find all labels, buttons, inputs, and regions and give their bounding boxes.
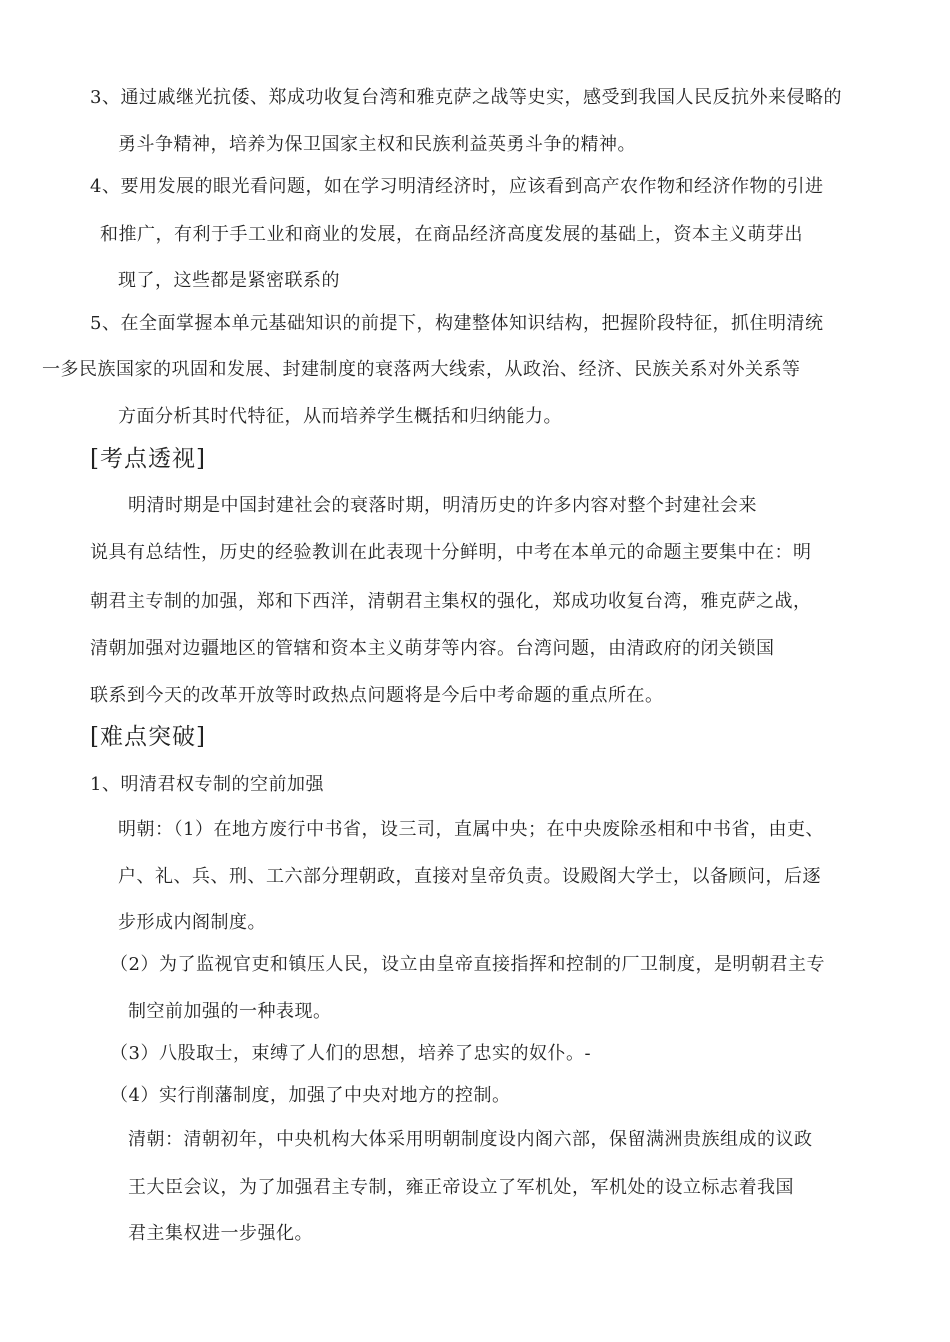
objective-4-line-1: 4、要用发展的眼光看问题，如在学习明清经济时，应该看到高产农作物和经济作物的引进 <box>90 176 824 197</box>
ming-item-4: （4）实行削藩制度，加强了中央对地方的控制。 <box>110 1085 511 1106</box>
objective-3-line-2: 勇斗争精神，培养为保卫国家主权和民族利益英勇斗争的精神。 <box>118 134 636 155</box>
section-heading-kaodian: [考点透视] <box>90 446 206 472</box>
objective-5-line-3: 方面分析其时代特征，从而培养学生概括和归纳能力。 <box>118 406 562 427</box>
ming-item-2-line-1: （2）为了监视官吏和镇压人民，设立由皇帝直接指挥和控制的厂卫制度，是明朝君主专 <box>110 954 825 975</box>
qing-line-3: 君主集权进一步强化。 <box>128 1223 313 1244</box>
objective-4-line-3: 现了，这些都是紧密联系的 <box>118 270 340 291</box>
objective-4-line-2: 和推广，有利于手工业和商业的发展，在商品经济高度发展的基础上，资本主义萌芽出 <box>100 224 803 245</box>
ming-item-3: （3）八股取士，束缚了人们的思想，培养了忠实的奴仆。- <box>110 1043 592 1064</box>
objective-5-line-1: 5、在全面掌握本单元基础知识的前提下，构建整体知识结构，把握阶段特征，抓住明清统 <box>90 313 824 334</box>
kaodian-line-1: 明清时期是中国封建社会的衰落时期，明清历史的许多内容对整个封建社会来 <box>128 495 757 516</box>
objective-5-line-2: 一多民族国家的巩固和发展、封建制度的衰落两大线索，从政治、经济、民族关系对外关系等 <box>42 359 801 380</box>
ming-line-3: 步形成内阁制度。 <box>118 912 266 933</box>
objective-3-line-1: 3、通过戚继光抗倭、郑成功收复台湾和雅克萨之战等史实，感受到我国人民反抗外来侵略的 <box>90 87 842 108</box>
kaodian-line-2: 说具有总结性，历史的经验教训在此表现十分鲜明，中考在本单元的命题主要集中在：明 <box>90 542 812 563</box>
kaodian-line-5: 联系到今天的改革开放等时政热点问题将是今后中考命题的重点所在。 <box>90 685 664 706</box>
ming-line-2: 户、礼、兵、刑、工六部分理朝政，直接对皇帝负责。设殿阁大学士，以备顾问，后逐 <box>118 866 821 887</box>
qing-line-1: 清朝：清朝初年，中央机构大体采用明朝制度设内阁六部，保留满洲贵族组成的议政 <box>128 1129 813 1150</box>
ming-line-1: 明朝：（1）在地方废行中书省，设三司，直属中央；在中央废除丞相和中书省，由吏、 <box>118 819 824 840</box>
kaodian-line-4: 清朝加强对边疆地区的管辖和资本主义萌芽等内容。台湾问题，由清政府的闭关锁国 <box>90 638 775 659</box>
kaodian-line-3: 朝君主专制的加强，郑和下西洋，清朝君主集权的强化，郑成功收复台湾，雅克萨之战， <box>90 591 812 612</box>
section-heading-nandian: [难点突破] <box>90 724 206 750</box>
point-1-title: 1、明清君权专制的空前加强 <box>90 774 324 795</box>
qing-line-2: 王大臣会议，为了加强君主专制，雍正帝设立了军机处，军机处的设立标志着我国 <box>128 1177 794 1198</box>
ming-item-2-line-2: 制空前加强的一种表现。 <box>128 1001 332 1022</box>
